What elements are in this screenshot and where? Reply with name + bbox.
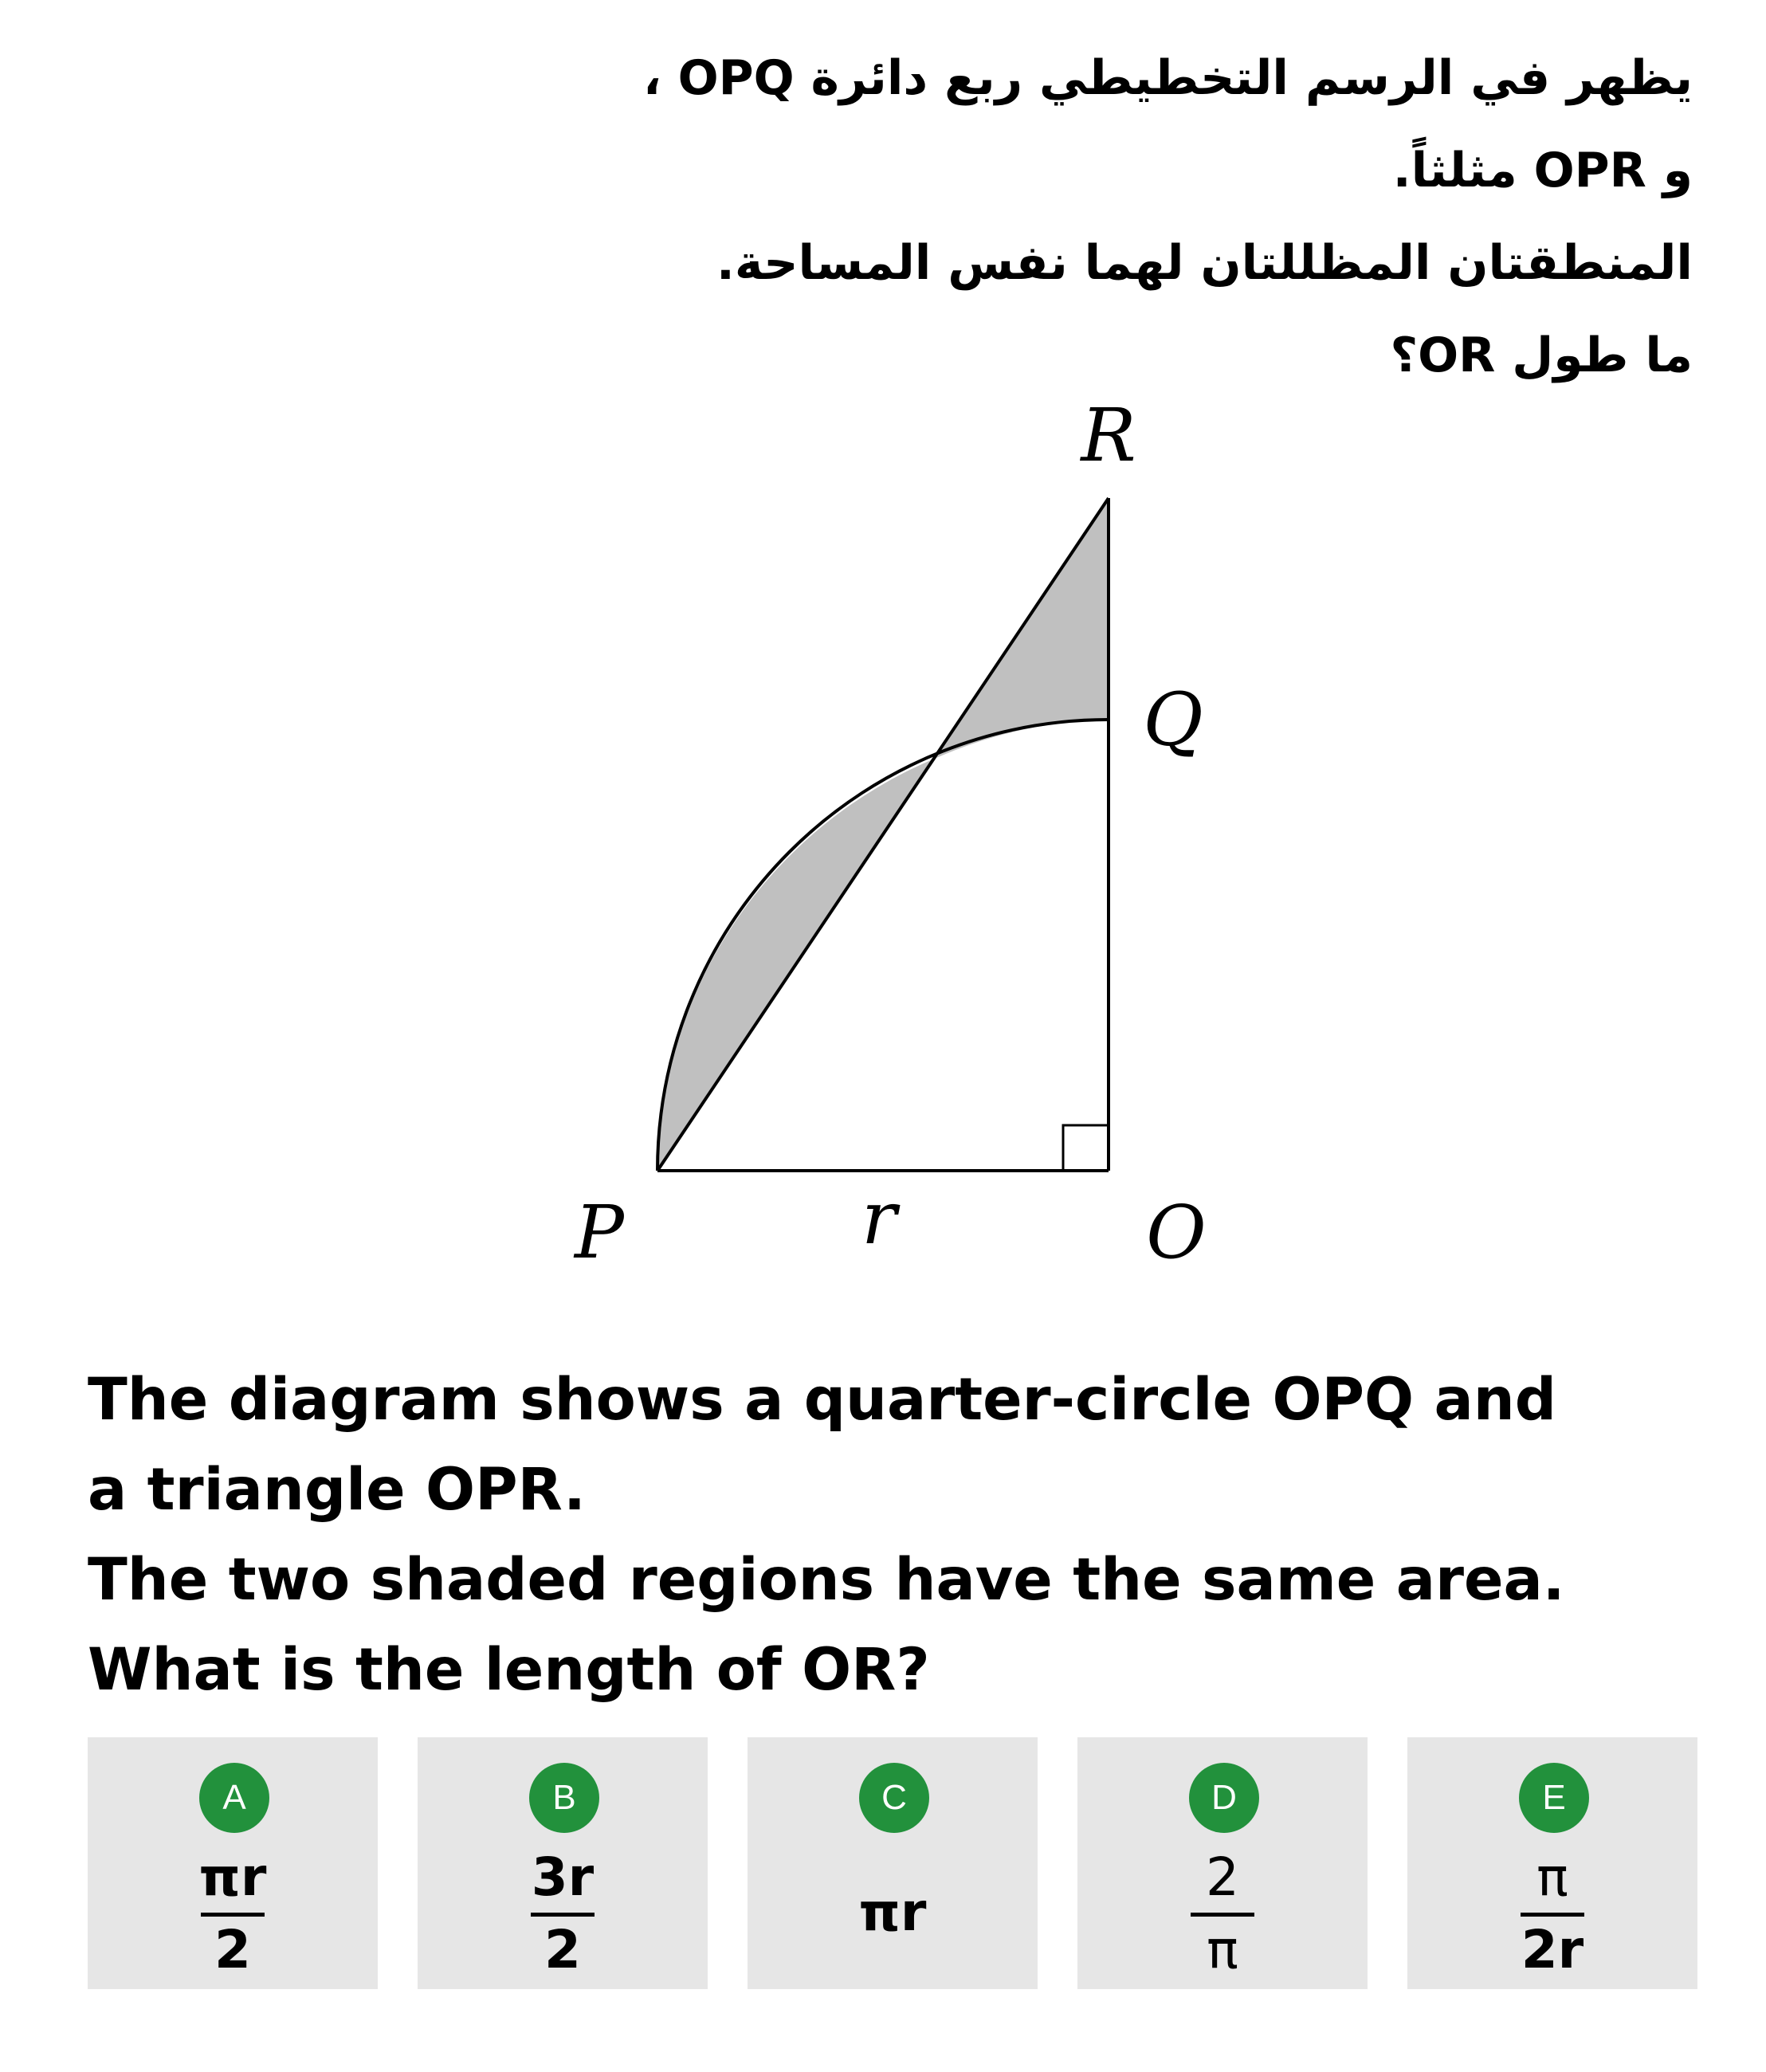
arabic-line-4: ما طول OR؟ bbox=[1390, 328, 1693, 383]
label-Q: Q bbox=[1143, 677, 1203, 763]
fraction-bar bbox=[1521, 1913, 1584, 1917]
right-angle-marker bbox=[1063, 1125, 1109, 1171]
english-line-2: a triangle OPR. bbox=[88, 1456, 586, 1524]
option-c[interactable] bbox=[748, 1737, 1038, 1989]
option-b-denominator: 2 bbox=[544, 1919, 581, 1980]
option-e[interactable] bbox=[1407, 1737, 1697, 1989]
option-a[interactable] bbox=[88, 1737, 378, 1989]
arabic-line-1: يظهر في الرسم التخطيطي ربع دائرة OPQ ، bbox=[642, 50, 1693, 106]
segment-PR bbox=[657, 498, 1109, 1171]
option-a-fraction bbox=[88, 1846, 378, 1980]
option-d-numerator: 2 bbox=[1206, 1846, 1239, 1908]
option-a-denominator: 2 bbox=[214, 1919, 251, 1980]
fraction-bar bbox=[1191, 1913, 1254, 1917]
option-b-fraction bbox=[418, 1846, 708, 1980]
option-e-denominator: 2r bbox=[1521, 1919, 1584, 1980]
option-e-letter: E bbox=[1519, 1763, 1589, 1833]
english-line-3: The two shaded regions have the same area. bbox=[88, 1546, 1565, 1614]
english-line-1: The diagram shows a quarter-circle OPQ and bbox=[88, 1366, 1557, 1434]
option-c-letter: C bbox=[859, 1763, 929, 1833]
option-b-numerator: 3r bbox=[531, 1846, 595, 1908]
arabic-line-3: المنطقتان المظللتان لهما نفس المساحة. bbox=[716, 235, 1693, 291]
option-d-letter: D bbox=[1189, 1763, 1259, 1833]
label-R: R bbox=[1081, 393, 1136, 478]
option-b[interactable] bbox=[418, 1737, 708, 1989]
label-P: P bbox=[575, 1190, 624, 1275]
option-e-numerator: π bbox=[1536, 1846, 1568, 1908]
option-d[interactable] bbox=[1077, 1737, 1368, 1989]
label-r: r bbox=[861, 1175, 897, 1261]
option-a-letter: A bbox=[199, 1763, 269, 1833]
fraction-bar bbox=[531, 1913, 595, 1917]
fraction-bar bbox=[201, 1913, 265, 1917]
arabic-line-2: و OPR مثلثاً. bbox=[1392, 143, 1693, 198]
english-line-4: What is the length of OR? bbox=[88, 1636, 930, 1704]
option-a-numerator: πr bbox=[198, 1846, 267, 1908]
label-O: O bbox=[1146, 1190, 1207, 1275]
option-e-fraction bbox=[1407, 1846, 1697, 1980]
english-question bbox=[88, 1355, 1602, 1715]
option-d-denominator: π bbox=[1207, 1919, 1238, 1980]
option-c-value: πr bbox=[858, 1882, 927, 1943]
option-b-letter: B bbox=[529, 1763, 599, 1833]
option-d-fraction bbox=[1077, 1846, 1368, 1980]
